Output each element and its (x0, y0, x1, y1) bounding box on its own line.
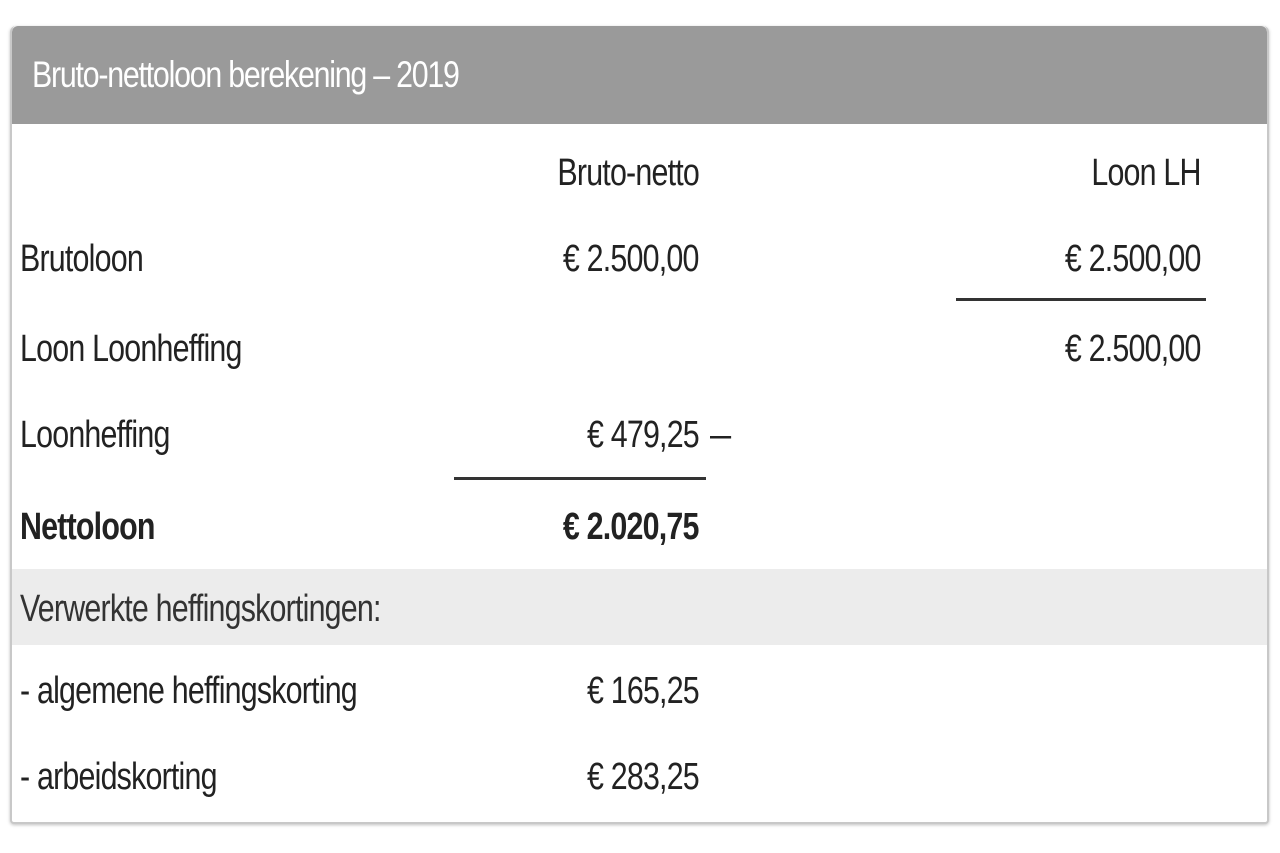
panel-header (12, 26, 1267, 124)
column-header-loon-lh: Loon LH (1091, 152, 1201, 194)
brutoloon-loon-lh-value: € 2.500,00 (1065, 238, 1201, 280)
row-label-loon-loonheffing: Loon Loonheffing (20, 328, 242, 370)
nettoloon-value: € 2.020,75 (563, 506, 699, 548)
salary-calculation-panel (10, 26, 1269, 824)
brutoloon-bruto-netto-value: € 2.500,00 (563, 238, 699, 280)
korting-value-arbeid: € 283,25 (587, 756, 699, 798)
loon-loonheffing-value: € 2.500,00 (1065, 328, 1201, 370)
row-label-loonheffing: Loonheffing (20, 414, 170, 456)
column-header-bruto-netto: Bruto-netto (557, 152, 699, 194)
row-label-brutoloon: Brutoloon (20, 238, 143, 280)
row-label-nettoloon: Nettoloon (20, 506, 155, 548)
korting-label-arbeid: - arbeidskorting (20, 756, 217, 798)
subtotal-rule-bruto-netto (454, 477, 706, 480)
korting-label-algemene: - algemene heffingskorting (20, 670, 357, 712)
panel-title: Bruto-nettoloon berekening – 2019 (32, 54, 459, 95)
minus-sign: – (710, 414, 732, 456)
subtotal-rule-loon-lh (956, 298, 1206, 301)
korting-value-algemene: € 165,25 (587, 670, 699, 712)
loonheffing-value: € 479,25 (587, 414, 699, 456)
kortingen-heading: Verwerkte heffingskortingen: (20, 588, 381, 630)
